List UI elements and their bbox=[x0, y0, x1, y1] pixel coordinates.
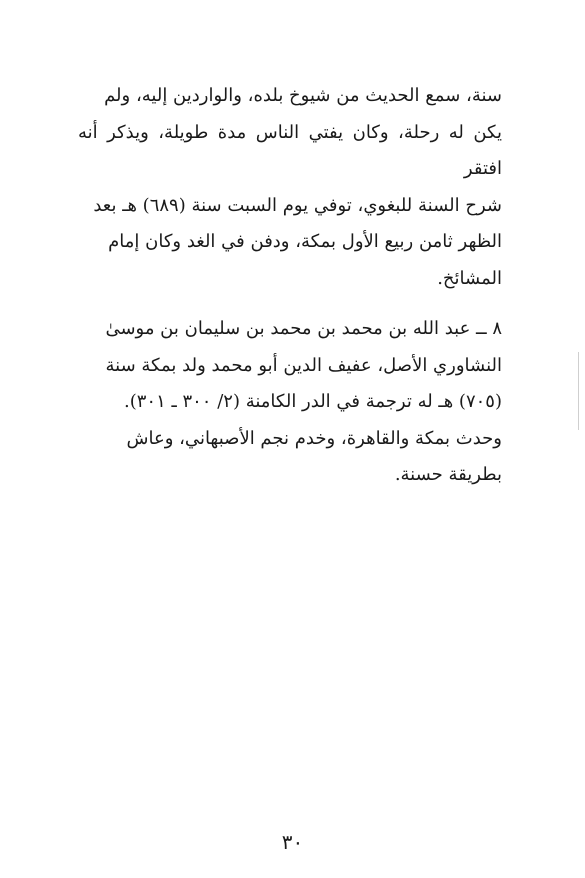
page-edge-mark bbox=[578, 352, 579, 430]
text-line: النشاوري الأصل، عفيف الدين أبو محمد ولد بمكة سنة bbox=[105, 354, 502, 376]
text-line: وحدث بمكة والقاهرة، وخدم نجم الأصبهاني، وعاش bbox=[126, 427, 502, 449]
page-number: ٣٠ bbox=[281, 830, 304, 854]
text-line: المشائخ. bbox=[437, 267, 502, 289]
text-line: يكن له رحلة، وكان يفتي الناس مدة طويلة، ويذكر أنه افتقر bbox=[78, 121, 502, 179]
text-line: بطريقة حسنة. bbox=[394, 464, 502, 485]
page-body-text bbox=[78, 78, 502, 494]
biography-paragraph-continued bbox=[78, 78, 502, 297]
text-line: سنة، سمع الحديث من شيوخ بلده، والواردين إليه، ولم bbox=[104, 85, 502, 106]
text-line: (٧٠٥) هـ له ترجمة في الدر الكامنة (٢/ ٣٠٠ ـ ٣٠١). bbox=[123, 391, 502, 412]
text-line: شرح السنة للبغوي، توفي يوم السبت سنة (٦٨٩) هـ بعد bbox=[93, 194, 502, 216]
text-line: الظهر ثامن ربيع الأول بمكة، ودفن في الغد وكان إمام bbox=[108, 231, 502, 252]
biography-entry-8 bbox=[78, 311, 502, 494]
text-line: ٨ ــ عبد الله بن محمد بن محمد بن سليمان بن موسىٰ bbox=[105, 318, 502, 339]
